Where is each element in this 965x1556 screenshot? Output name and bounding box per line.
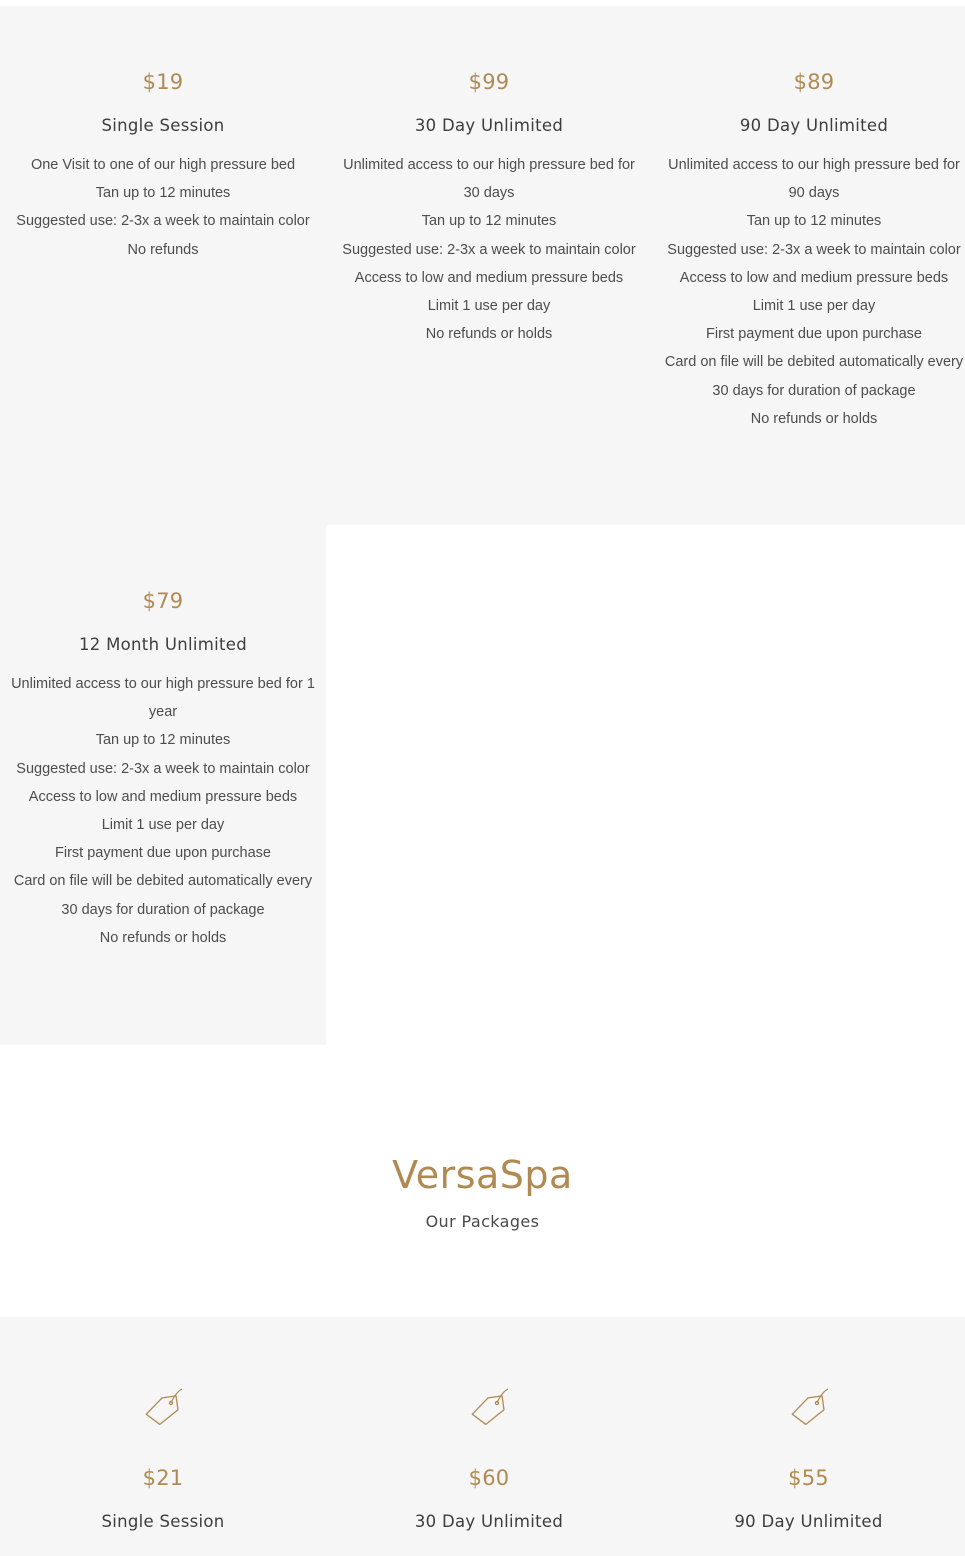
membership-price: $89 <box>793 70 835 94</box>
package-price: $60 <box>468 1466 510 1490</box>
feature-item: No refunds or holds <box>99 929 227 946</box>
membership-features <box>8 670 318 952</box>
membership-title: 90 Day Unlimited <box>739 116 889 135</box>
feature-item: Tan up to 12 minutes <box>95 185 231 202</box>
feature-item: Unlimited access to our high pressure bed for 30 days <box>343 157 635 202</box>
package-price: $21 <box>142 1466 184 1490</box>
package-card-single-session <box>0 1386 326 1533</box>
membership-card-12-month <box>8 588 318 952</box>
membership-card-90-day <box>663 69 965 433</box>
feature-item: Limit 1 use per day <box>752 298 876 315</box>
membership-card-30-day <box>336 69 642 348</box>
feature-item: No refunds <box>127 241 199 258</box>
feature-item: Access to low and medium pressure beds <box>28 788 298 805</box>
package-title: Single Session <box>101 1512 225 1531</box>
feature-item: Suggested use: 2-3x a week to maintain color <box>16 760 310 777</box>
feature-item: Unlimited access to our high pressure bed for 1 year <box>11 676 315 721</box>
price-tag-icon <box>468 1386 510 1426</box>
package-title: 30 Day Unlimited <box>414 1512 564 1531</box>
feature-item: Access to low and medium pressure beds <box>354 269 624 286</box>
membership-features <box>663 151 965 433</box>
package-card-30-day <box>326 1386 652 1533</box>
feature-item: Limit 1 use per day <box>101 817 225 834</box>
feature-item: Tan up to 12 minutes <box>95 732 231 749</box>
package-price: $55 <box>788 1466 829 1490</box>
feature-item: Limit 1 use per day <box>427 298 551 315</box>
feature-item: Suggested use: 2-3x a week to maintain color <box>667 241 961 258</box>
feature-item: No refunds or holds <box>425 326 553 343</box>
feature-item: Access to low and medium pressure beds <box>679 269 949 286</box>
membership-title: 12 Month Unlimited <box>78 635 248 654</box>
price-tag-icon <box>142 1386 184 1426</box>
membership-price: $79 <box>142 589 184 613</box>
membership-features <box>336 151 642 348</box>
feature-item: Suggested use: 2-3x a week to maintain color <box>16 213 310 230</box>
package-card-90-day <box>652 1386 965 1533</box>
membership-title: 30 Day Unlimited <box>414 116 564 135</box>
membership-price: $19 <box>142 70 184 94</box>
versaspa-heading: VersaSpa <box>392 1153 573 1197</box>
feature-item: Unlimited access to our high pressure bed for 90 days <box>668 157 960 202</box>
package-title: 90 Day Unlimited <box>734 1512 883 1531</box>
feature-item: Suggested use: 2-3x a week to maintain color <box>342 241 636 258</box>
feature-item: First payment due upon purchase <box>705 326 922 343</box>
feature-item: One Visit to one of our high pressure bed <box>30 157 296 173</box>
feature-item: Card on file will be debited automatically every 30 days for duration of package <box>664 354 964 399</box>
packages-subtitle: Our Packages <box>425 1212 540 1231</box>
feature-item: First payment due upon purchase <box>54 845 271 862</box>
membership-features <box>0 151 326 264</box>
feature-item: Tan up to 12 minutes <box>746 213 882 230</box>
feature-item: Tan up to 12 minutes <box>421 213 557 230</box>
price-tag-icon <box>788 1386 830 1426</box>
membership-card-single-session <box>0 69 326 264</box>
feature-item: No refunds or holds <box>750 410 878 427</box>
feature-item: Card on file will be debited automatically every 30 days for duration of package <box>13 873 313 918</box>
membership-price: $99 <box>468 70 510 94</box>
membership-title: Single Session <box>101 116 225 135</box>
